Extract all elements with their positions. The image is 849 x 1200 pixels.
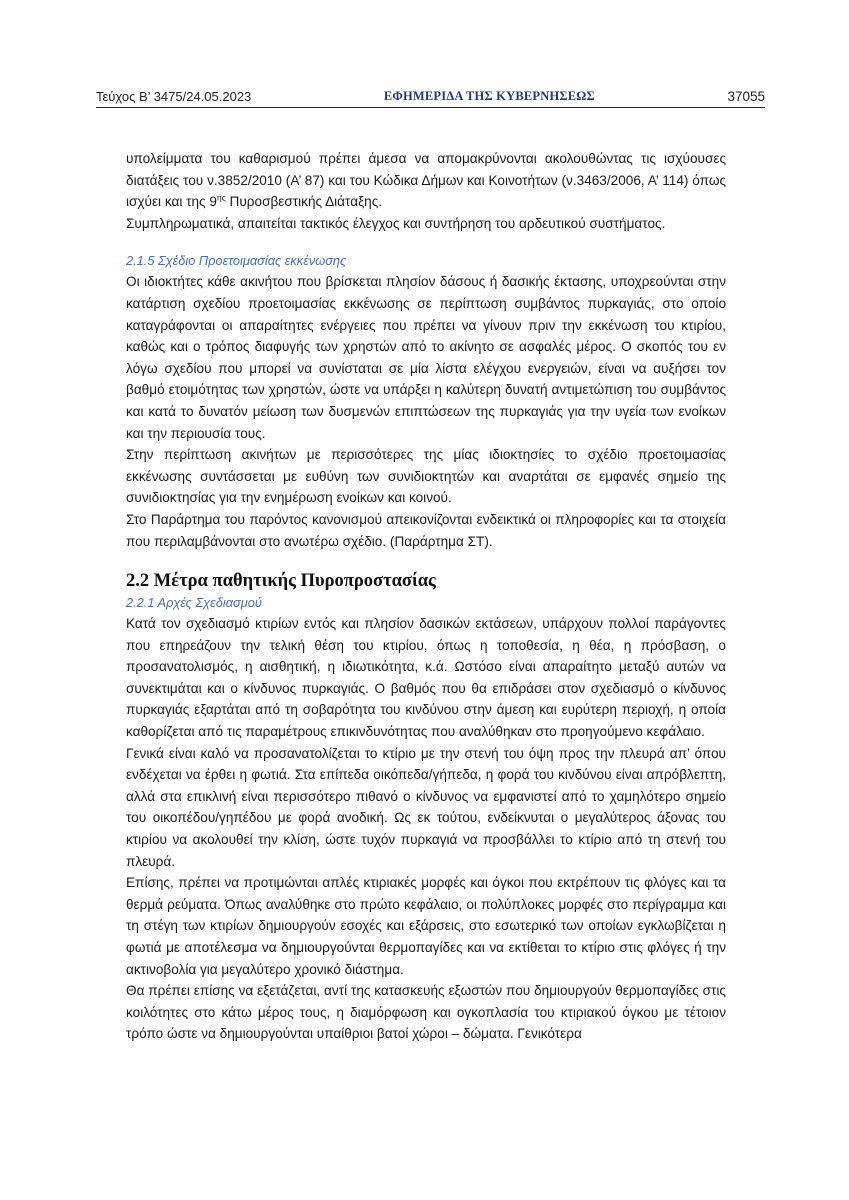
section-heading-2-2: 2.2 Μέτρα παθητικής Πυροπροστασίας bbox=[126, 571, 436, 592]
paragraph-irrigation-maintenance: Συμπληρωματικά, απαιτείται τακτικός έλεγχος και συντήρηση του αρδευτικού συστήματος. bbox=[126, 215, 666, 231]
paragraph-annex-reference: Στο Παράρτημα του παρόντος κανονισμού απεικονίζονται ενδεικτικά οι πληροφορίες και τα στοιχεία που περιλαμβάνονται στο ανωτέρω σχέδιο. (Παράρτημα ΣΤ). bbox=[126, 511, 726, 549]
document-body bbox=[126, 148, 726, 1045]
subsection-heading-2-1-5: 2.1.5 Σχέδιο Προετοιμασίας εκκένωσης bbox=[126, 253, 347, 269]
paragraph-evacuation-plan: Οι ιδιοκτήτες κάθε ακινήτου που βρίσκεται πλησίον δάσους ή δασικής έκτασης, υποχρεούνται στην κατάρτιση σχεδίου προετοιμασίας εκκένωσης σε περίπτωση συμβάντος πυρκαγιάς, στο οποίο καταγράφονται οι απαραίτητες ενέργειες που πρέπει να γίνουν πριν την εκκένωση του κτιρίου, καθώς και ο τρόπος διαφυγής των χρηστών από το ακίνητο σε ασφαλές μέρος. Ο σκοπός του εν λόγω σχεδίου που μπορεί να συνίσταται σε μία λίστα ελέγχου ενεργειών, είναι να αυξήσει τον βαθμό ετοιμότητας των χρηστών, ώστε να υπάρξει η καλύτερη δυνατή αντιμετώπιση του συμβάντος και κατά το δυνατόν μείωση των δυσμενών επιπτώσεων της πυρκαγιάς για την υγεία των ενοίκων και την περιουσία τους. bbox=[126, 274, 726, 441]
page-header bbox=[96, 82, 765, 108]
page-number: 37055 bbox=[727, 89, 765, 104]
paragraph-cleanup-waste bbox=[126, 148, 726, 213]
paragraph-orientation: Γενικά είναι καλό να προσανατολίζεται το κτίριο με την στενή του όψη προς την πλευρά απ’ όπου ενδέχεται να έρθει η φωτιά. Στα επίπεδα οικόπεδα/γήπεδα, η φορά του κινδύνου είναι απρόβλεπτη, αλλά στα επικλινή είναι περισσότερο πιθανό ο κίνδυνος να εμφανιστεί από το χαμηλότερο σημείο του οικοπέδου/γηπέδου με φορά ανοδική. Ως εκ τούτου, ενδείκνυται ο μεγαλύτερος άξονας του κτιρίου να ακολουθεί την κλίση, ώστε τυχόν πυρκαγιά να προσβάλλει το κτίριο από τη στενή του πλευρά. bbox=[126, 745, 726, 869]
gazette-title: ΕΦΗΜΕΡΙΔΑ ΤΗΣ ΚΥΒΕΡΝΗΣΕΩΣ bbox=[383, 89, 595, 103]
paragraph-simple-forms: Επίσης, πρέπει να προτιμώνται απλές κτιριακές μορφές και όγκοι που εκτρέπουν τις φλόγες και τα θερμά ρεύματα. Όπως αναλύθηκε στο πρώτο κεφάλαιο, οι πολύπλοκες μορφές στο περίγραμμα και τη στέγη των κτιρίων δημιουργούν εσοχές και εξάρσεις, στο εσωτερικό των οποίων εγκλωβίζεται η φωτιά με αποτέλεσμα να δημιουργούνται θερμοπαγίδες και να εκτίθεται το κτίριο στις φλόγες ή την ακτινοβολία για μεγαλύτερο χρονικό διάστημα. bbox=[126, 875, 726, 977]
paragraph-design-factors: Κατά τον σχεδιασμό κτιρίων εντός και πλησίον δασικών εκτάσεων, υπάρχουν πολλοί παράγοντες που επηρεάζουν την τελική θέση του κτιρίου, όπως η τοποθεσία, η θέα, η πρόσβαση, ο προσανατολισμός, η αισθητική, η ιδιωτικότητα, κ.ά. Ωστόσο είναι απαραίτητο μεταξύ αυτών να συνεκτιμάται και ο κίνδυνος πυρκαγιάς. Ο βαθμός που θα επιδράσει στον σχεδιασμό ο κίνδυνος πυρκαγιάς εξαρτάται από τη σοβαρότητα του κινδύνου στην άμεση και ευρύτερη περιοχή, η οποία καθορίζεται από τις παραμέτρους επικινδυνότητας που αναλύθηκαν στο προηγούμενο κεφάλαιο. bbox=[126, 616, 726, 740]
paragraph-cleanup-text: υπολείμματα του καθαρισμού πρέπει άμεσα να απομακρύνονται ακολουθώντας τις ισχύουσες διατάξεις του ν.3852/2010 (Α’ 87) και του Κώδικα Δήμων και Κοινοτήτων (ν.3463/2006, Α’ 114) όπως ισχύει και της 9 bbox=[126, 151, 726, 210]
paragraph-cleanup-tail: Πυροσβεστικής Διάταξης. bbox=[225, 194, 383, 210]
subsection-heading-2-2-1: 2.2.1 Αρχές Σχεδιασμού bbox=[126, 595, 262, 611]
paragraph-multi-ownership: Στην περίπτωση ακινήτων με περισσότερες της μίας ιδιοκτησίες το σχέδιο προετοιμασίας εκκένωσης συντάσσεται με ευθύνη των συνιδιοκτητών και αναρτάται σε εμφανές σημείο της συνιδιοκτησίας για την ενημέρωση ενοίκων και κοινού. bbox=[126, 447, 726, 506]
issue-reference: Τεύχος B’ 3475/24.05.2023 bbox=[96, 89, 252, 104]
ordinal-superscript: ης bbox=[216, 192, 226, 203]
paragraph-balconies: Θα πρέπει επίσης να εξετάζεται, αντί της κατασκευής εξωστών που δημιουργούν θερμοπαγίδες στις κοιλότητες στο κάτω μέρος τους, η διαμόρφωση και ογκοπλασία του κτιριακού όγκου με τέτοιον τρόπο ώστε να δημιουργούνται υπαίθριοι βατοί χώροι – δώματα. Γενικότερα bbox=[126, 983, 726, 1042]
